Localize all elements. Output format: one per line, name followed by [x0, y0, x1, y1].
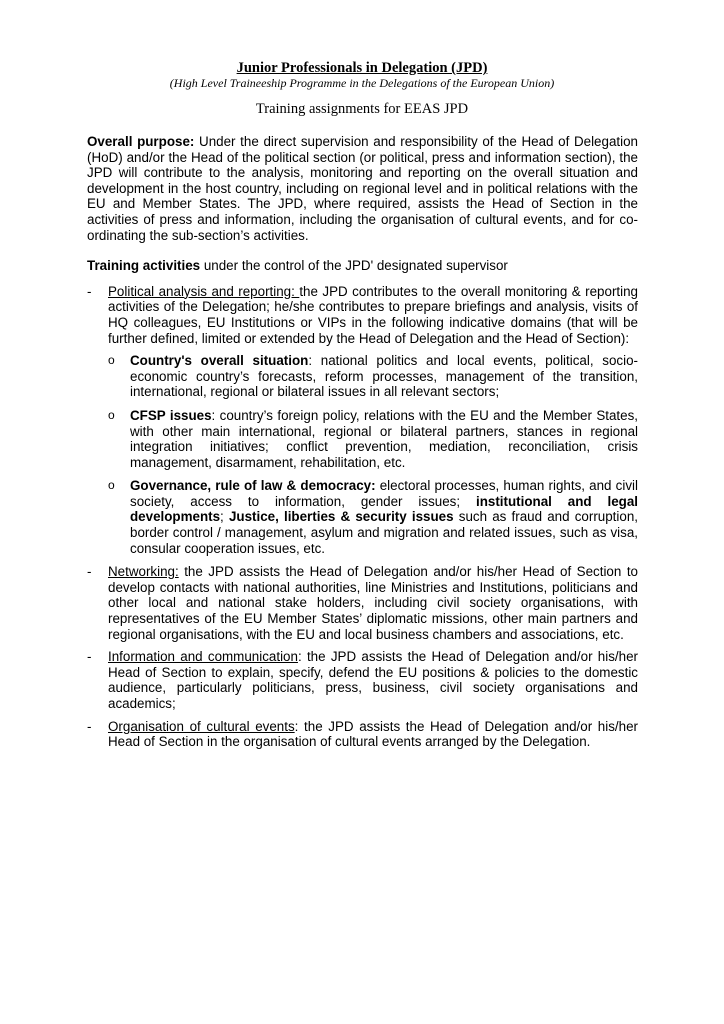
- domain-governance: [108, 478, 638, 556]
- activity-heading: Information and communication: [108, 649, 298, 665]
- assignment-title: Training assignments for EEAS JPD: [255, 101, 469, 117]
- domain-paragraph: [130, 353, 638, 400]
- circle-bullet: o: [108, 407, 115, 422]
- domain-text-justice: such as fraud and corruption, border control / management, asylum and migration and related issues, such as visa, consular cooperation issues, etc.: [130, 509, 638, 556]
- circle-bullet: o: [108, 353, 115, 368]
- overall-purpose-paragraph: [87, 134, 638, 243]
- activity-paragraph: [108, 719, 638, 750]
- page-title: Junior Professionals in Delegation (JPD): [236, 60, 488, 76]
- training-activities-label: Training activities: [87, 258, 201, 274]
- dash-bullet: -: [87, 283, 92, 299]
- activity-political-analysis: [87, 284, 638, 557]
- activity-text: the JPD contributes to the overall monitoring & reporting activities of the Delegation; he/she contributes to prepare briefings and analysis, visits of HQ colleagues, EU Institutions or VIPs in the following indicative domains (that will be further defined, limited or extended by the Head of Delegation and the Head of Section):: [108, 283, 638, 346]
- domain-paragraph: [130, 478, 638, 556]
- domain-text-separator: ;: [220, 509, 229, 525]
- activity-paragraph: [108, 649, 638, 711]
- circle-bullet: o: [108, 478, 115, 493]
- domain-label: Governance, rule of law & democracy:: [130, 478, 376, 494]
- domain-label: CFSP issues: [130, 407, 212, 423]
- domain-cfsp-issues: [108, 408, 638, 470]
- document-body: [87, 134, 638, 757]
- activity-cultural-events: [87, 719, 638, 750]
- activity-heading: Networking:: [108, 564, 179, 580]
- domain-label: Country's overall situation: [130, 353, 309, 369]
- indicative-domains-list: [108, 353, 638, 556]
- dash-bullet: -: [87, 564, 92, 580]
- overall-purpose-text: Under the direct supervision and responsibility of the Head of Delegation (HoD) and/or the Head of the political section (or political, press and information section), the JPD will contribute to the analysis, monitoring and reporting on the overall situation and development in the host country, including on regional level and in political relations with the EU and Member States. The JPD, where required, assists the Head of Section in the activities of press and information, including the organisation of cultural events, and for co-ordinating the sub-section’s activities.: [87, 134, 638, 243]
- activity-text: : the JPD assists the Head of Delegation and/or his/her Head of Section to explain, specify, defend the EU positions & policies to the domestic audience, particularly politicians, press, business, civil society organisations and academics;: [108, 649, 638, 711]
- dash-bullet: -: [87, 718, 92, 734]
- activity-networking: [87, 564, 638, 642]
- activity-information-communication: [87, 649, 638, 711]
- dash-bullet: -: [87, 649, 92, 665]
- training-activities-list: [87, 284, 638, 750]
- training-activities-text: under the control of the JPD' designated supervisor: [200, 258, 508, 274]
- training-activities-heading: [87, 258, 638, 274]
- overall-purpose-label: Overall purpose:: [87, 134, 195, 149]
- domain-country-situation: [108, 353, 638, 400]
- activity-heading: Political analysis and reporting:: [108, 283, 300, 299]
- activity-paragraph: [108, 284, 638, 346]
- domain-text: : country’s foreign policy, relations with the EU and the Member States, with other main international, regional or bilateral partners, stances in regional integration initiatives; conflict prevention, mediation, reconciliation, crisis management, disarmament, rehabilitation, etc.: [130, 407, 639, 470]
- domain-text: : national politics and local events, political, socio-economic country’s forecasts, reform processes, management of the transition, international, regional or bilateral issues in all relevant sectors;: [130, 353, 638, 400]
- activity-heading: Organisation of cultural events: [108, 718, 295, 734]
- activity-text: : the JPD assists the Head of Delegation and/or his/her Head of Section in the organisation of cultural events arranged by the Delegation.: [108, 718, 638, 750]
- domain-label-institutional: institutional and legal developments: [130, 493, 638, 525]
- domain-paragraph: [130, 408, 638, 470]
- domain-text: electoral processes, human rights, and civil society, access to information, gender issues;: [130, 478, 638, 509]
- page-subtitle: (High Level Traineeship Programme in the Delegations of the European Union): [169, 76, 555, 90]
- domain-label-justice: Justice, liberties & security issues: [228, 509, 454, 525]
- activity-text: the JPD assists the Head of Delegation and/or his/her Head of Section to develop contacts with national authorities, line Ministries and Institutions, politicians and other local and national stake holders, including civil society organisations, with representatives of the EU Member States’ diplomatic missions, other main partners and regional organisations, with the EU and local business chambers and associations, etc.: [108, 564, 638, 642]
- activity-paragraph: [108, 564, 638, 642]
